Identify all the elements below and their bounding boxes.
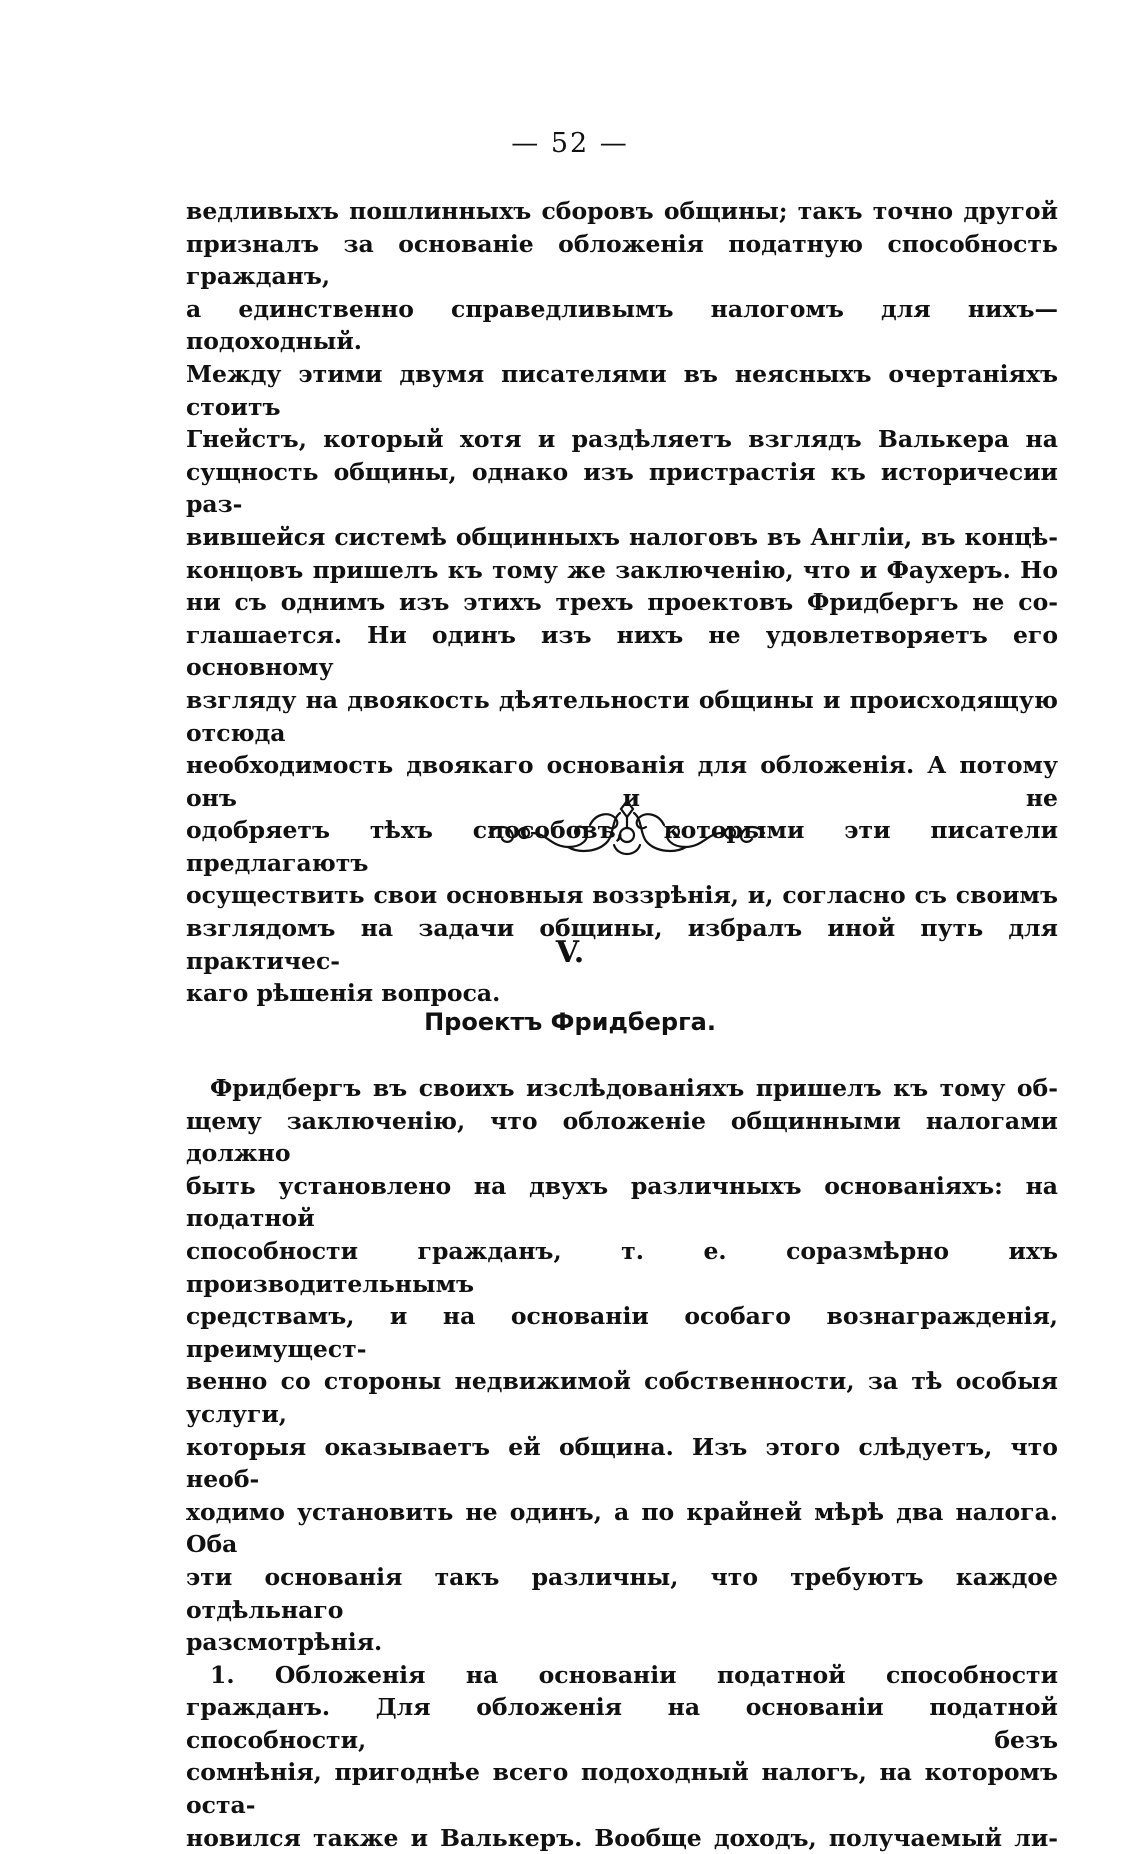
text-line: ходимо установить не одинъ, а по крайней мѣрѣ два налога. Оба: [186, 1497, 1058, 1559]
text-line: вившейся системѣ общинныхъ налоговъ въ Англіи, въ концѣ-: [186, 522, 1058, 551]
text-line: взгляду на двоякость дѣятельности общины и происходящую отсюда: [186, 685, 1058, 747]
text-line: ни съ однимъ изъ этихъ трехъ проектовъ Фридбергъ не со-: [186, 588, 1058, 617]
text-line: ведливыхъ пошлинныхъ сборовъ общины; такъ точно другой: [186, 197, 1058, 225]
text-line: эти основанія такъ различны, что требуютъ каждое отдѣльнаго: [186, 1562, 1058, 1624]
decorative-ornament-icon: [486, 795, 768, 875]
text-line: средствамъ, и на основаніи особаго вознагражденія, преимущест-: [186, 1302, 1058, 1363]
text-line: которыя оказываетъ ей община. Изъ этого слѣдуетъ, что необ-: [186, 1432, 1058, 1494]
text-line: Фридбергъ въ своихъ изслѣдованіяхъ пришелъ къ тому об-: [210, 1074, 1058, 1102]
text-line: сущность общины, однако изъ пристрастія къ историчесии раз-: [186, 457, 1058, 519]
text-line: гражданъ. Для обложенія на основаніи податной способности, безъ: [186, 1693, 1058, 1754]
text-line: осуществить свои основныя воззрѣнія, и, согласно съ своимъ: [186, 881, 1058, 910]
section-number: V.: [555, 935, 585, 970]
paragraph-2: [186, 1072, 1058, 1854]
text-line: одобряетъ тѣхъ способовъ, которыми эти писатели предлагаютъ: [186, 816, 1058, 877]
text-line: венно со стороны недвижимой собственности, за тѣ особыя услуги,: [186, 1367, 1058, 1428]
subsection-heading-line: 1. Обложенія на основаніи податной способности: [210, 1660, 1058, 1689]
text-line: взглядомъ на задачи общины, избралъ иной путь для практичес-: [186, 914, 1058, 975]
text-line: сомнѣнія, пригоднѣе всего подоходный налогъ, на которомъ оста-: [186, 1758, 1058, 1820]
text-line: концовъ пришелъ къ тому же заключенію, что и Фаухеръ. Но: [186, 555, 1058, 584]
text-line: разсмотрѣнія.: [186, 1628, 383, 1657]
page-number: — 52 —: [511, 128, 629, 159]
text-line: глашается. Ни одинъ изъ нихъ не удовлетворяетъ его основному: [186, 620, 1058, 682]
text-line: Между этими двумя писателями въ неясныхъ очертаніяхъ стоитъ: [186, 359, 1058, 421]
text-line: щему заключенію, что обложеніе общинными налогами должно: [186, 1106, 1058, 1168]
text-line: быть установлено на двухъ различныхъ основаніяхъ: на податной: [186, 1171, 1058, 1233]
section-title: Проектъ Фридберга.: [424, 1008, 716, 1036]
text-line: а единственно справедливымъ налогомъ для нихъ—подоходный.: [186, 294, 1058, 356]
text-line: способности гражданъ, т. е. соразмѣрно ихъ производительнымъ: [186, 1236, 1058, 1298]
text-line: каго рѣшенія вопроса.: [186, 979, 501, 1008]
text-line: новился также и Валькеръ. Вообще доходъ, получаемый ли-: [186, 1823, 1058, 1852]
text-line: призналъ за основаніе обложенія податную способность гражданъ,: [186, 229, 1058, 291]
text-line: Гнейстъ, который хотя и раздѣляетъ взглядъ Валькера на: [186, 425, 1058, 454]
paragraph-1: [186, 195, 1058, 1010]
text-line: необходимость двоякаго основанія для обложенія. А потому онъ и не: [186, 751, 1058, 812]
